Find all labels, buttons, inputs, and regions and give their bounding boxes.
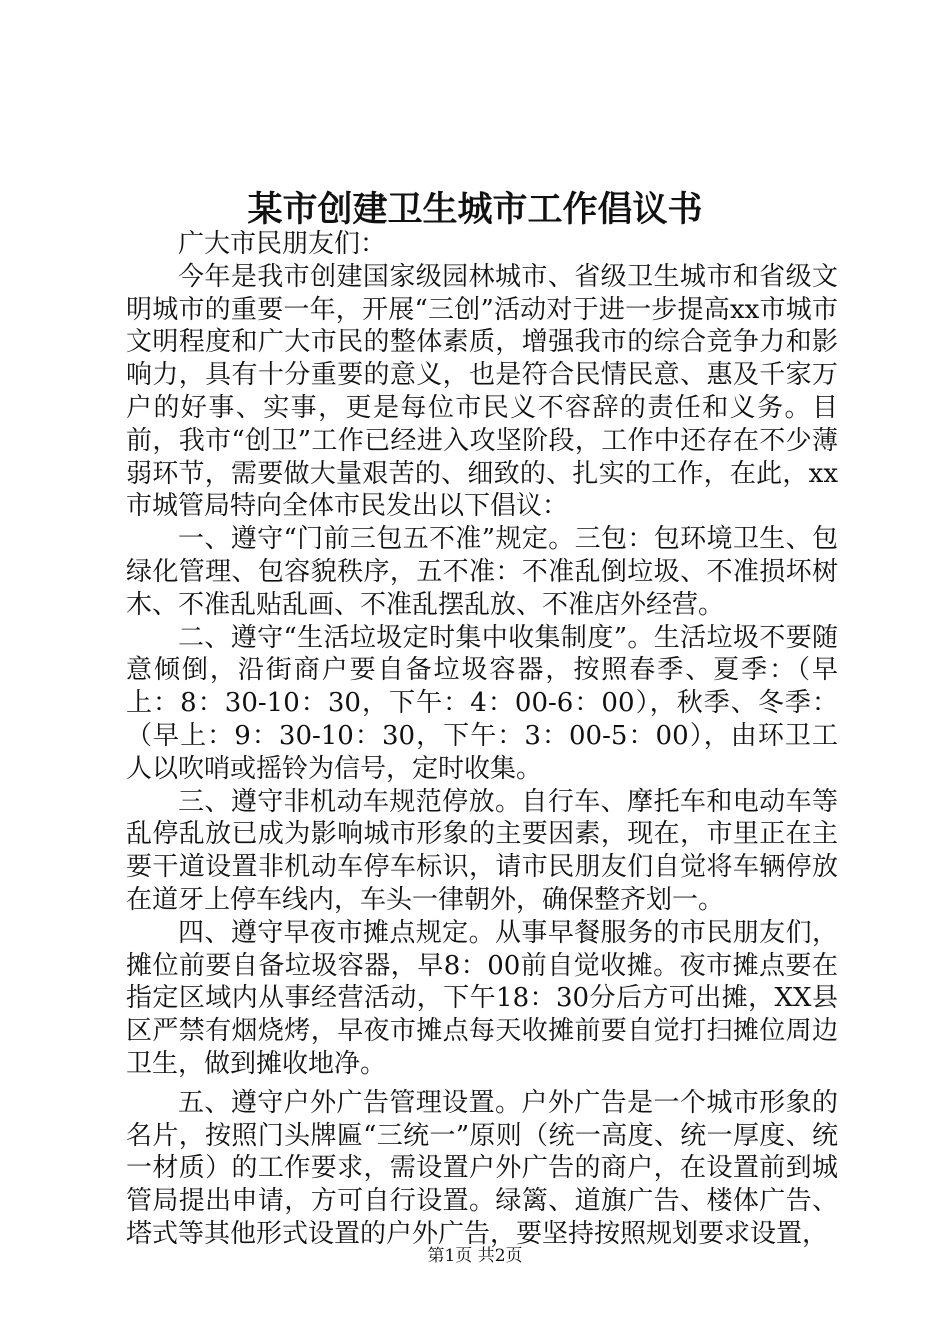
salutation: 广大市民朋友们：	[178, 229, 387, 259]
paragraph-item-1: 一、遵守“门前三包五不准”规定。三包：包环境卫生、包绿化管理、包容貌秩序，五不准：不准乱倒垃圾、不准损坏树木、不准乱贴乱画、不准乱摆乱放、不准店外经营。	[126, 524, 838, 620]
paragraph-item-4: 四、遵守早夜市摊点规定。从事早餐服务的市民朋友们，摊位前要自备垃圾容器，早8：00前自觉收摊。夜市摊点要在指定区域内从事经营活动，下午18：30分后方可出摊，XX县区严禁有烟烧烤，早夜市摊点每天收摊前要自觉打扫摊位周边卫生，做到摊收地净。	[126, 917, 838, 1079]
document-title: 某市创建卫生城市工作倡议书	[247, 189, 703, 230]
paragraph-item-5: 五、遵守户外广告管理设置。户外广告是一个城市形象的名片，按照门头牌匾“三统一”原则（统一高度、统一厚度、统一材质）的工作要求，需设置户外广告的商户，在设置前到城管局提出申请，方可自行设置。绿篱、道旗广告、楼体广告、塔式等其他形式设置的户外广告，要坚持按照规划要求设置，	[126, 1087, 838, 1249]
paragraph-item-3: 三、遵守非机动车规范停放。自行车、摩托车和电动车等乱停乱放已成为影响城市形象的主要因素，现在，市里正在主要干道设置非机动车停车标识，请市民朋友们自觉将车辆停放在道牙上停车线内，车头一律朝外，确保整齐划一。	[126, 786, 838, 915]
page-footer: 第1页 共2页	[427, 1246, 523, 1266]
paragraph-intro: 今年是我市创建国家级园林城市、省级卫生城市和省级文明城市的重要一年，开展“三创”活动对于进一步提高xx市城市文明程度和广大市民的整体素质，增强我市的综合竞争力和影响力，具有十分重要的意义，也是符合民情民意、惠及千家万户的好事、实事，更是每位市民义不容辞的责任和义务。目前，我市“创卫”工作已经进入攻坚阶段，工作中还存在不少薄弱环节，需要做大量艰苦的、细致的、扎实的工作，在此，xx市城管局特向全体市民发出以下倡议：	[126, 261, 838, 522]
document-body	[126, 228, 838, 1251]
paragraph-item-2: 二、遵守“生活垃圾定时集中收集制度”。生活垃圾不要随意倾倒，沿街商户要自备垃圾容器，按照春季、夏季：（早上：8：30-10：30，下午：4：00-6：00），秋季、冬季：（早上：9：30-10：30，下午：3：00-5：00），由环卫工人以吹哨或摇铃为信号，定时收集。	[126, 622, 838, 784]
